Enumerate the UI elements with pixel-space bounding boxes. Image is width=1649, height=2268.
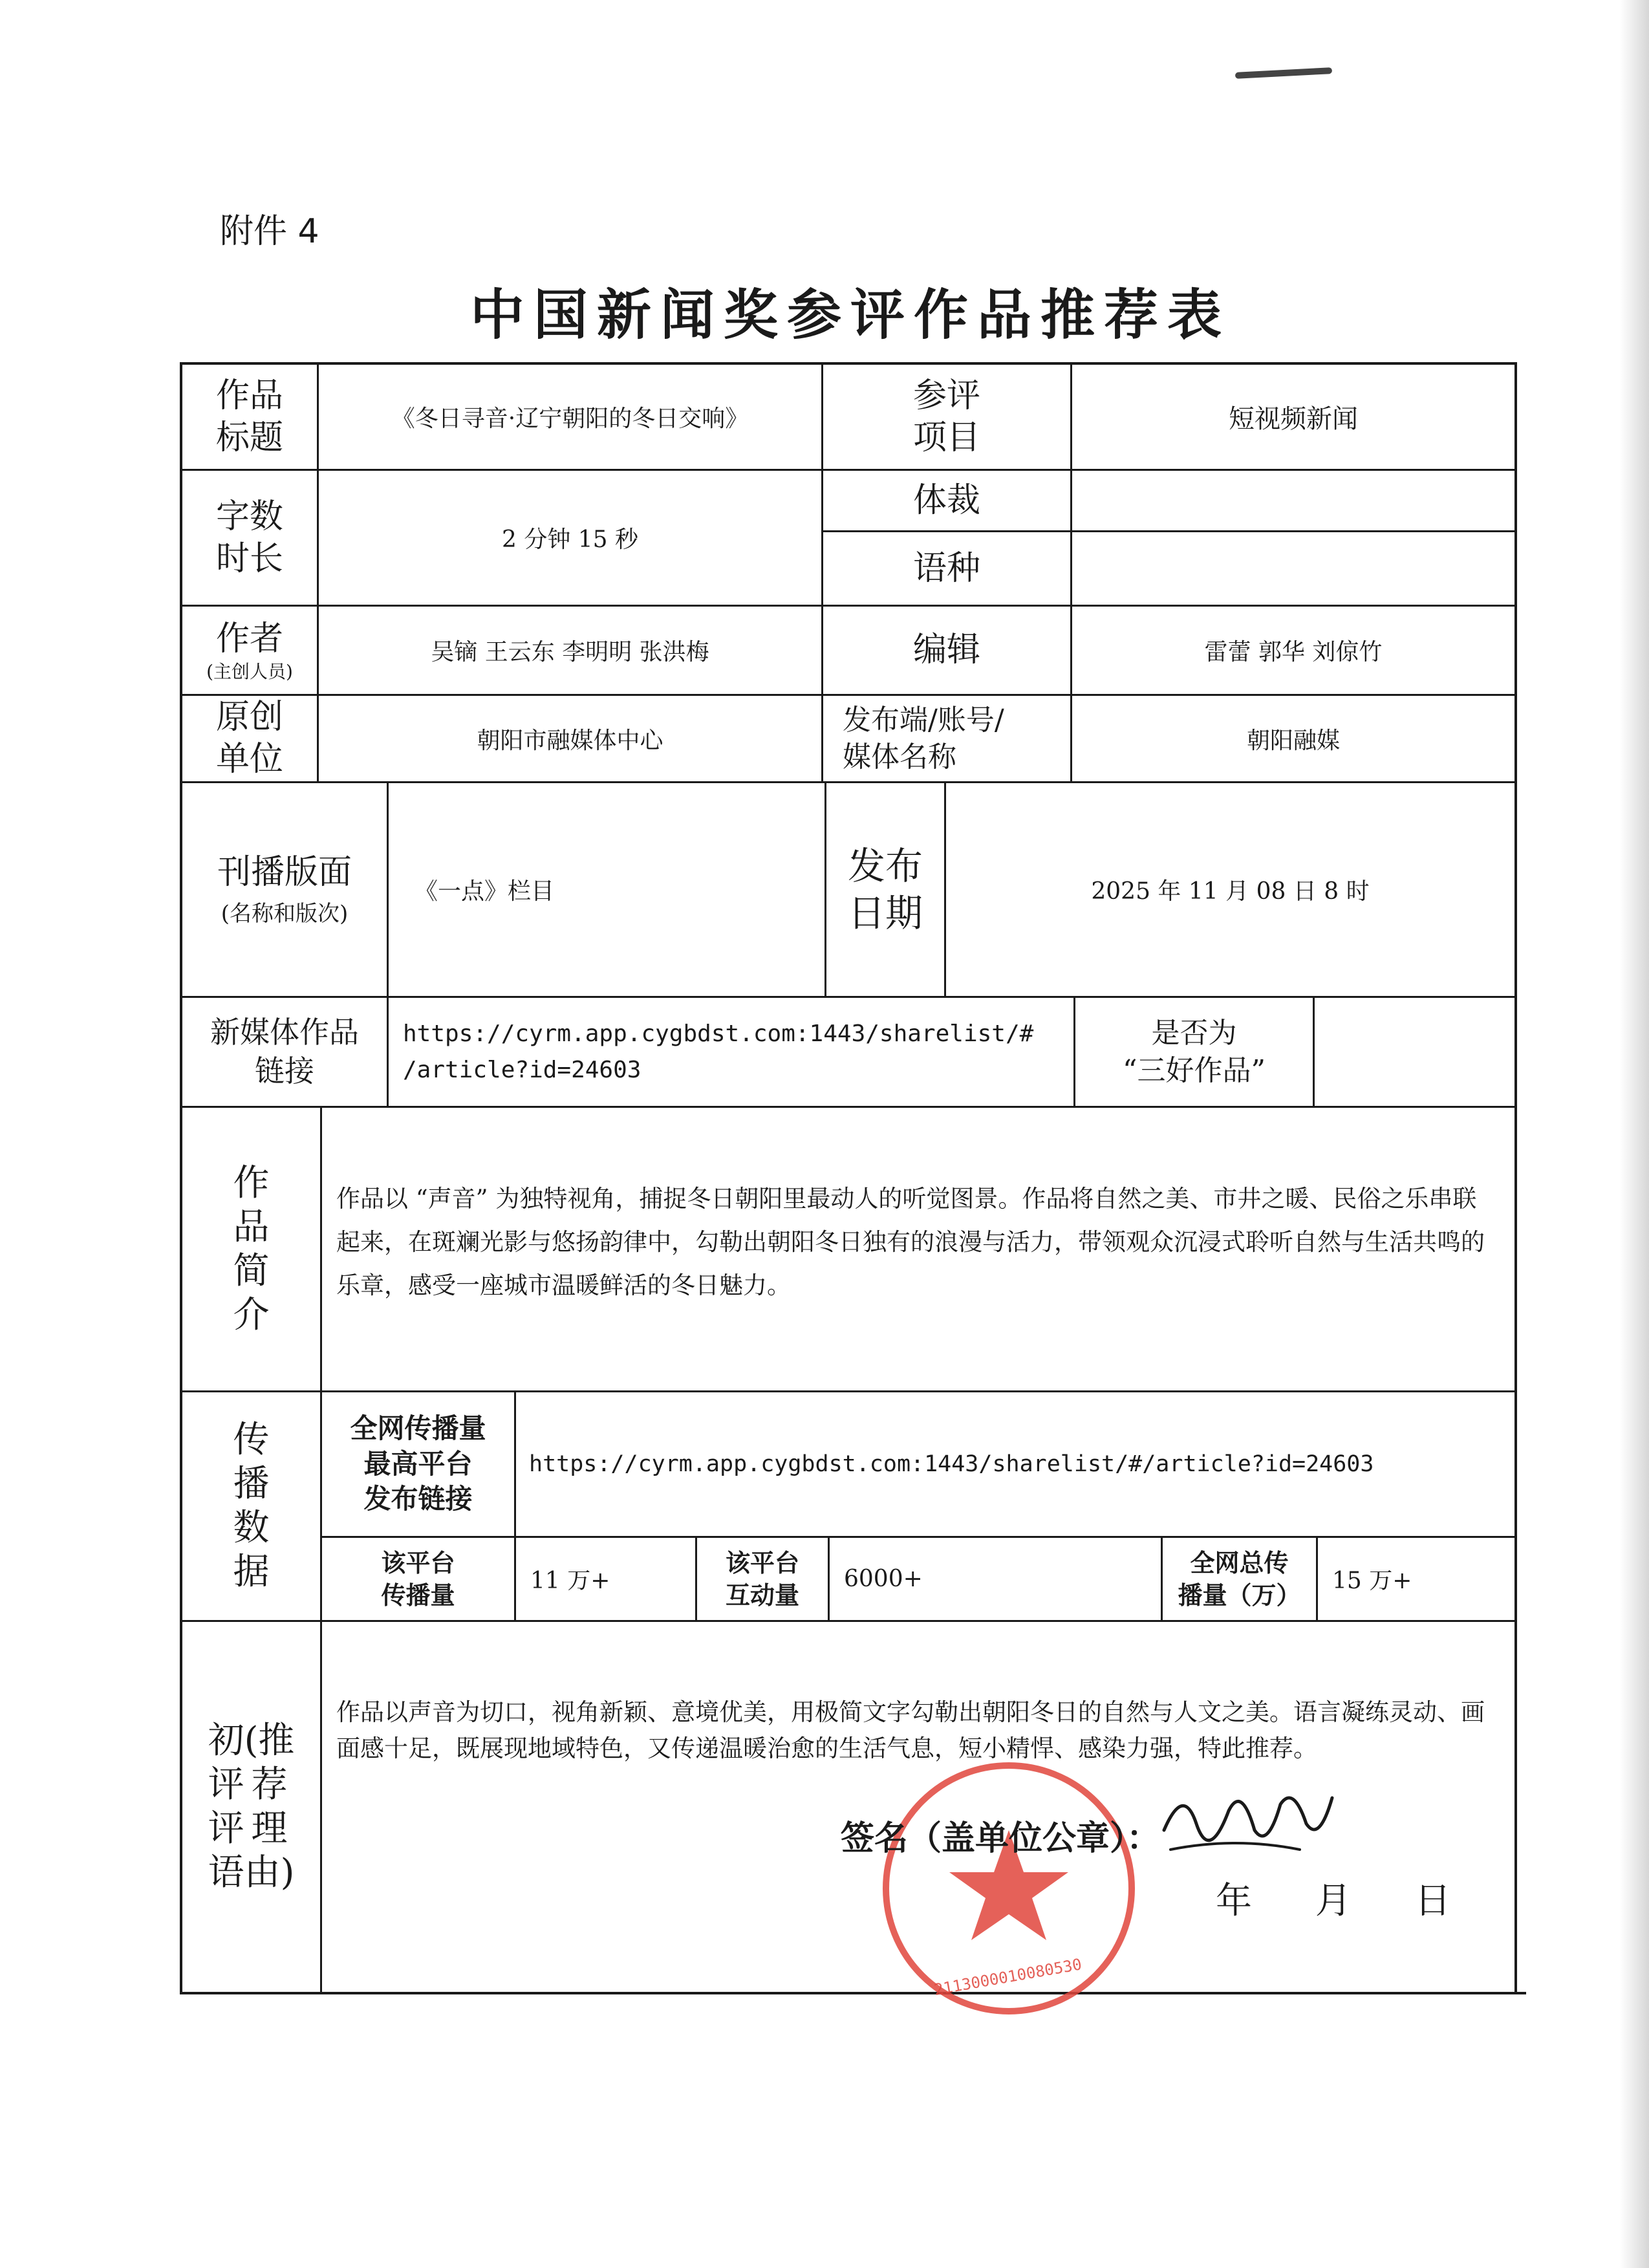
genre-label: 体裁: [912, 481, 980, 520]
handwritten-signature: [1158, 1772, 1352, 1863]
reason-text: 作品以声音为切口，视角新颖、意境优美，用极简文字勾勒出朝阳冬日的自然与人文之美。语言凝练灵动、画面感十足，既展现地域特色，又传递温暖治愈的生活气息，短小精悍、感染力强，特此推荐。: [336, 1698, 1485, 1762]
scan-mark: [1235, 67, 1332, 79]
link-value[interactable]: https://cyrm.app.cygbdst.com:1443/sharelist/# /article?id=24603: [403, 1020, 1034, 1083]
publisher-label: 发布端/账号/ 媒体名称: [843, 703, 1004, 773]
row-line: [180, 1106, 1517, 1108]
attachment-label: 附件 4: [220, 212, 319, 251]
work-title-value: 《冬日寻音·辽宁朝阳的冬日交响》: [391, 405, 749, 432]
three-good-value: [1315, 998, 1514, 1106]
length-label: 字数 时长: [215, 497, 283, 578]
category-value: 短视频新闻: [1229, 404, 1358, 434]
table-border-right: [1514, 362, 1517, 1994]
page-label-cell: [182, 783, 387, 996]
authors-value: 吴镝 王云东 李明明 张洪梅: [431, 639, 709, 665]
unit-label: 原创 单位: [215, 698, 283, 779]
page-value: 《一点》栏目: [415, 878, 555, 905]
platform-views-value: 11 万+: [530, 1568, 610, 1594]
author-sublabel: (主创人员): [206, 660, 293, 682]
language-label: 语种: [912, 548, 980, 588]
category-label: 参评 项目: [912, 376, 980, 457]
page-title: 中国新闻奖参评作品推荐表: [469, 283, 1231, 347]
reason-label-cell: [182, 1622, 320, 1992]
date-fields: 年 月 日: [1216, 1880, 1477, 1922]
platform-interact-label: 该平台 互动量: [725, 1548, 799, 1610]
top-link-label: 全网传播量 最高平台 发布链接: [350, 1412, 486, 1515]
editor-label: 编辑: [912, 631, 980, 669]
page-sublabel: (名称和版次): [221, 900, 349, 927]
link-label: 新媒体作品 链接: [210, 1014, 359, 1088]
spread-label: 传 播 数 据: [233, 1419, 270, 1593]
author-label-cell: [182, 607, 317, 694]
official-seal: [867, 1746, 1151, 2031]
reason-label-paren: (推 荐 理 由): [244, 1720, 295, 1894]
work-title-label: 作品 标题: [215, 376, 283, 457]
total-value: 15 万+: [1332, 1568, 1412, 1594]
date-label: 发布 日期: [847, 844, 923, 935]
platform-interact-value: 6000+: [844, 1566, 923, 1592]
total-label: 全网总传 播量（万）: [1178, 1548, 1301, 1610]
intro-label: 作 品 简 介: [233, 1161, 270, 1336]
author-label: 作者: [215, 619, 283, 658]
genre-value: [1072, 471, 1514, 530]
page-label: 刊播版面: [217, 852, 352, 892]
publisher-value: 朝阳融媒: [1246, 727, 1340, 754]
signature-stroke: [1164, 1798, 1332, 1841]
table-border-bottom: [180, 1992, 1526, 1994]
date-value: 2025 年 11 月 08 日 8 时: [1091, 878, 1370, 905]
seal-number: 2113000010080530: [932, 1955, 1083, 1999]
three-good-label: 是否为 “三好作品”: [1123, 1017, 1266, 1087]
signature-stroke: [1170, 1843, 1300, 1850]
platform-views-label: 该平台 传播量: [381, 1548, 455, 1610]
editors-value: 雷蕾 郭华 刘倞竹: [1204, 639, 1383, 665]
length-value: 2 分钟 15 秒: [501, 526, 639, 553]
reason-label: 初 评 评 语: [208, 1720, 244, 1894]
language-value: [1072, 532, 1514, 605]
signature-label: 签名（盖单位公章）：: [841, 1819, 1161, 1858]
row-line: [180, 1620, 1517, 1622]
unit-value: 朝阳市融媒体中心: [477, 727, 663, 754]
intro-text: 作品以 “声音” 为独特视角，捕捉冬日朝阳里最动人的听觉图景。作品将自然之美、市井之暖、民俗之乐串联起来，在斑斓光影与悠扬韵律中，勾勒出朝阳冬日独有的浪漫与活力，带领观众沉浸式聆听自然与生活共鸣的乐章，感受一座城市温暖鲜活的冬日魅力。: [336, 1185, 1485, 1299]
top-link-value[interactable]: https://cyrm.app.cygbdst.com:1443/sharelist/#/article?id=24603: [529, 1451, 1374, 1477]
